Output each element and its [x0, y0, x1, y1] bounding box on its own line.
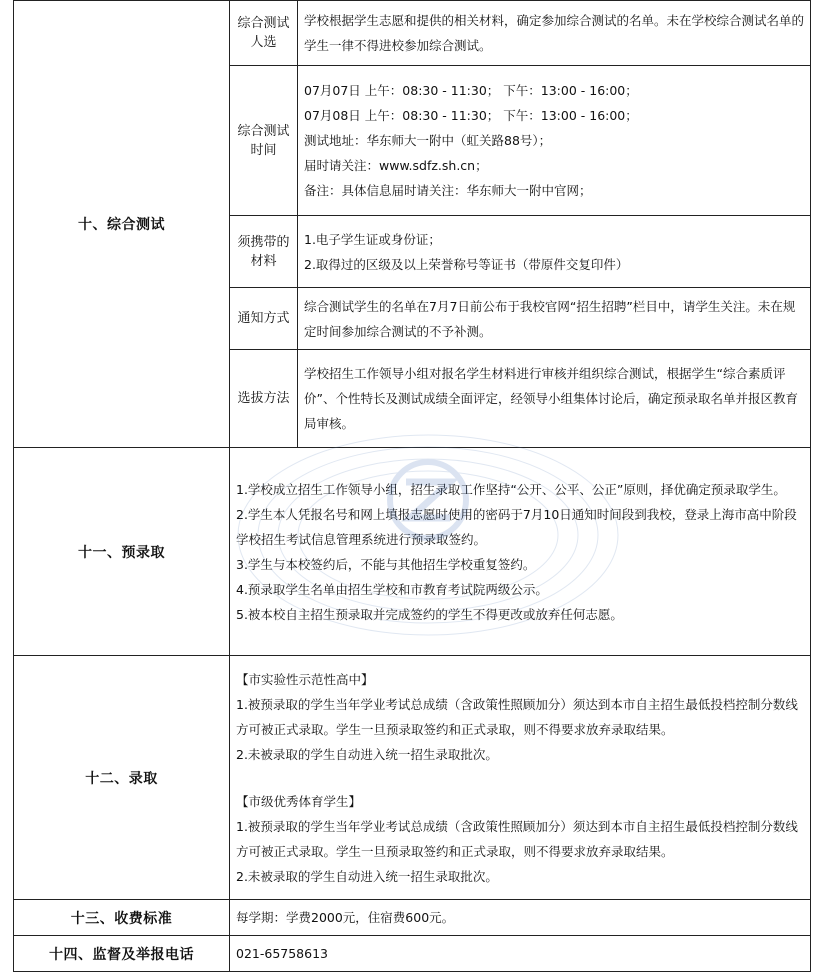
admission-document: [13, 0, 810, 972]
table-row: [14, 448, 811, 656]
admission-table: [13, 0, 811, 972]
row-label: 选拔方法: [230, 350, 298, 448]
row-label: 须携带的材料: [230, 216, 298, 288]
section-title-comprehensive-test: 十、综合测试: [14, 1, 230, 448]
row-content: 学校根据学生志愿和提供的相关材料，确定参加综合测试的名单。未在学校综合测试名单的学生一律不得进校参加综合测试。: [298, 1, 811, 66]
hotline-number: 021-65758613: [230, 936, 811, 972]
row-label: 综合测试时间: [230, 66, 298, 216]
row-content: 1.电子学生证或身份证； 2.取得过的区级及以上荣誉称号等证书（带原件交复印件）: [298, 216, 811, 288]
table-row: [14, 1, 811, 66]
row-content: 综合测试学生的名单在7月7日前公布于我校官网“招生招聘”栏目中，请学生关注。未在规定时间参加综合测试的不予补测。: [298, 288, 811, 350]
section-content: 1.学校成立招生工作领导小组，招生录取工作坚持“公开、公平、公正”原则，择优确定预录取学生。 2.学生本人凭报名号和网上填报志愿时使用的密码于7月10日通知时间段到我校，登录上海市高中阶段学校招生考试信息管理系统进行预录取签约。 3.学生与本校签约后，不能与其他招生学校重复签约。 4.预录取学生名单由招生学校和市教育考试院两级公示。 5.被本校自主招生预录取并完成签约的学生不得更改或放弃任何志愿。: [230, 448, 811, 656]
fees-text: 每学期：学费2000元，住宿费600元。: [230, 900, 811, 936]
row-label: 综合测试人选: [230, 1, 298, 66]
section-title-fees: 十三、收费标准: [14, 900, 230, 936]
group-heading: 【市级优秀体育学生】: [236, 793, 362, 809]
section-title-admission: 十二、录取: [14, 656, 230, 900]
section-title-pre-admission: 十一、预录取: [14, 448, 230, 656]
table-row: [14, 656, 811, 900]
group-heading: 【市实验性示范性高中】: [236, 671, 374, 687]
row-label: 通知方式: [230, 288, 298, 350]
table-row: [14, 936, 811, 972]
table-row: [14, 900, 811, 936]
section-title-hotline: 十四、监督及举报电话: [14, 936, 230, 972]
section-content: 【市实验性示范性高中】 1.被预录取的学生当年学业考试总成绩（含政策性照顾加分）须达到本市自主招生最低投档控制分数线方可被正式录取。学生一旦预录取签约和正式录取，则不得要求放弃录取结果。 2.未被录取的学生自动进入统一招生录取批次。 【市级优秀体育学生】 1.被预录取的学生当年学业考试总成绩（含政策性照顾加分）须达到本市自主招生最低投档控制分数线方可被正式录取。学生一旦预录取签约和正式录取，则不得要求放弃录取结果。 2.未被录取的学生自动进入统一招生录取批次。: [230, 656, 811, 900]
row-content: 学校招生工作领导小组对报名学生材料进行审核并组织综合测试，根据学生“综合素质评价”、个性特长及测试成绩全面评定，经领导小组集体讨论后，确定预录取名单并报区教育局审核。: [298, 350, 811, 448]
row-content: 07月07日 上午：08:30 - 11:30； 下午：13:00 - 16:00； 07月08日 上午：08:30 - 11:30； 下午：13:00 - 16:00； 测试地址：华东师大一附中（虹关路88号）； 届时请关注：www.sdfz.sh.cn； 备注：具体信息届时请关注：华东师大一附中官网；: [298, 66, 811, 216]
